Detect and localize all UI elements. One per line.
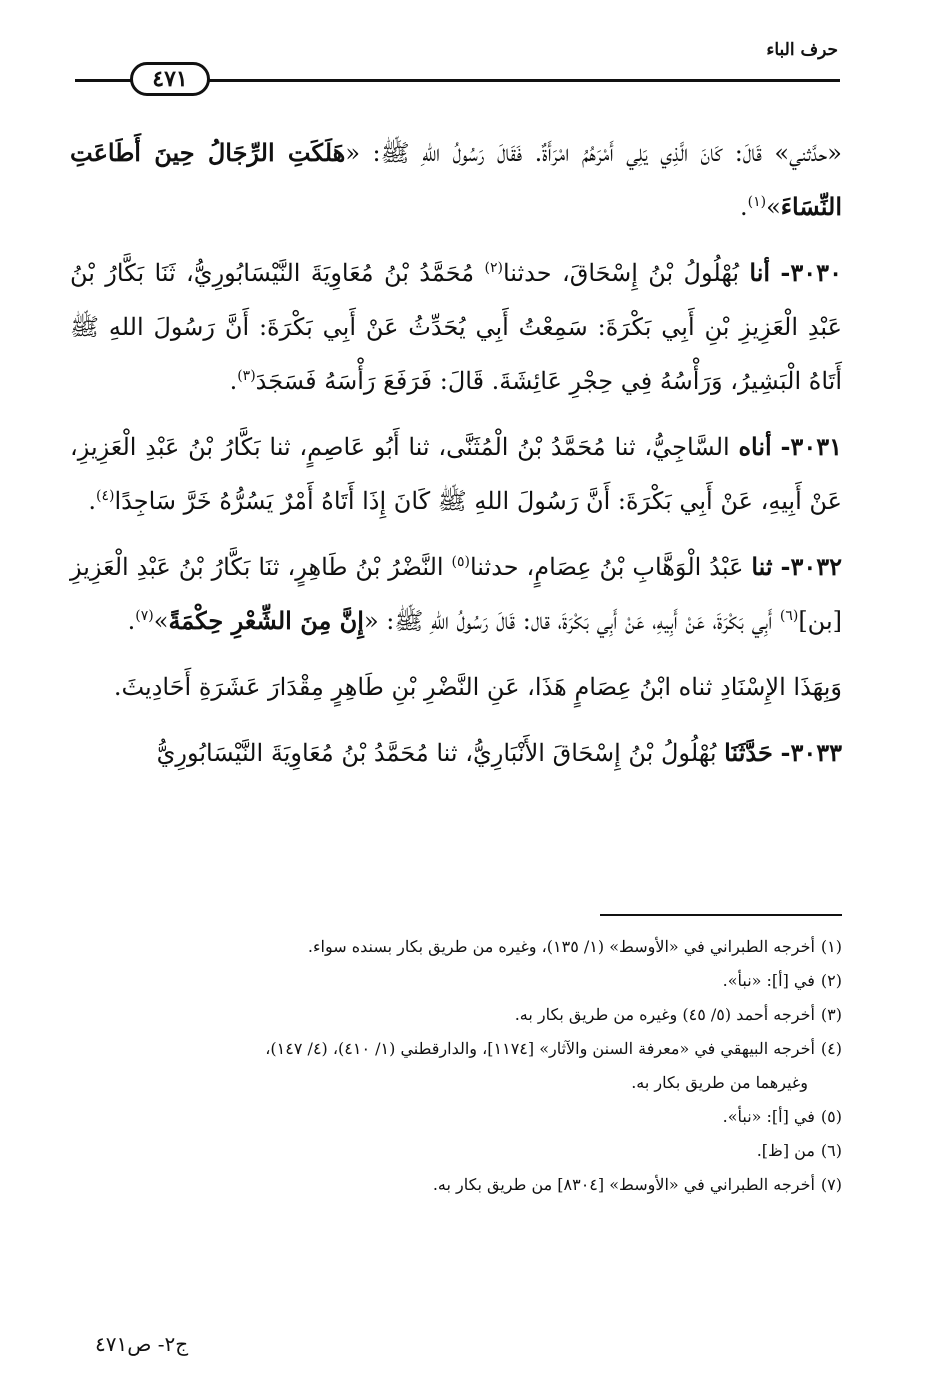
hadith-number: ٣٠٣٢- bbox=[780, 552, 842, 581]
footnote-marker: (٥) bbox=[451, 554, 470, 570]
footnote-number: (٥) bbox=[820, 1107, 842, 1126]
page-number-badge: ٤٧١ bbox=[130, 62, 210, 96]
paragraph-text: عَبْدُ الْوَهَّابِ بْنُ عِصَامٍ، حدثنا bbox=[469, 553, 744, 581]
footnote-text: أخرجه أحمد (٥/ ٤٥) وغيره من طريق بكار به. bbox=[514, 1005, 815, 1024]
footnote-number: (٣) bbox=[820, 1005, 842, 1024]
hadith-3031 bbox=[70, 420, 842, 528]
paragraph-text: وَبِهَذَا الإِسْنَادِ ثناه ابْنُ عِصَامٍ هَذَا، عَنِ النَّضْرِ بْنِ طَاهِرٍ مِقْدَارَ عَشَرَةِ أَحَادِيثَ. bbox=[113, 673, 842, 701]
hadith-number: ٣٠٣٣- bbox=[780, 738, 842, 767]
quote-close: » bbox=[766, 193, 781, 221]
hadith-3033 bbox=[70, 726, 842, 780]
footnote-number: (٢) bbox=[820, 971, 842, 990]
hadith-quote: إِنَّ مِنَ الشِّعْرِ حِكْمَةً bbox=[168, 606, 364, 635]
footnote-text: في [أ]: «نبأ». bbox=[722, 971, 815, 990]
chapter-title: حرف الباء bbox=[766, 40, 838, 60]
footnote-marker: (١) bbox=[747, 194, 767, 210]
narration-keyword: ثنا bbox=[751, 552, 773, 581]
narration-keyword: أنا bbox=[749, 258, 771, 287]
footnote-number: (٧) bbox=[820, 1175, 842, 1194]
hadith-quote: هَلَكَتِ الرِّجَالُ حِينَ أَطَاعَتِ النِّسَاءَ bbox=[70, 138, 842, 221]
paragraph-text-rest: مُحَمَّدُ بْنُ مُعَاوِيَةَ النَّيْسَابُورِيُّ، ثَنَا بَكَّارُ بْنُ عَبْدِ الْعَزِيزِ بْنِ أَبِي بَكْرَةَ: سَمِعْتُ أَبِي يُحَدِّثُ عَنْ أَبِي بَكْرَةَ: أَنَّ رَسُولَ اللهِ ﷺ أَتَاهُ الْبَشِيرُ، وَرَأْسُهُ فِي حِجْرِ عَائِشَةَ. قَالَ: فَرَفَعَ رَأْسَهُ فَسَجَدَ bbox=[70, 259, 842, 395]
quote-close: » bbox=[153, 607, 169, 635]
footnote-text: أخرجه الطبراني في «الأوسط» (١/ ١٣٥)، وغيره من طريق بكار بسنده سواء. bbox=[307, 937, 815, 956]
footnote-number: (٤) bbox=[820, 1039, 842, 1058]
footnotes bbox=[90, 930, 842, 1202]
footnote-marker: (٦) bbox=[779, 608, 799, 624]
paragraph-text-rest: النَّضْرُ بْنُ طَاهِرٍ، ثنَا بَكَّارُ بْنُ عَبْدِ الْعَزِيزِ [بن] bbox=[70, 553, 842, 635]
footnote-marker: (٢) bbox=[484, 260, 503, 276]
paragraph-text: بُهْلُولُ بْنُ إِسْحَاقَ، حدثنا bbox=[502, 259, 740, 287]
footnote-continuation: وغيرهما من طريق بكار به. bbox=[631, 1073, 808, 1092]
paragraph-end: . bbox=[229, 367, 238, 395]
footnote-separator bbox=[600, 914, 842, 916]
paragraph-end: . bbox=[88, 487, 97, 515]
footnote-text: في [أ]: «نبأ». bbox=[722, 1107, 815, 1126]
narration-keyword: أناه bbox=[738, 432, 772, 461]
paragraph-text: السَّاجِيُّ، ثنا مُحَمَّدُ بْنُ الْمُثَنَّى، ثنا أَبُو عَاصِمٍ، ثنا بَكَّارُ بْنُ عَبْدِ الْعَزِيزِ، عَنْ أَبِيهِ، عَنْ أَبِي بَكْرَةَ: أَنَّ رَسُولَ اللهِ ﷺ كَانَ إِذَا أَتَاهُ أَمْرٌ يَسُرُّهُ خَرَّ سَاجِدًا bbox=[70, 433, 842, 515]
footnote bbox=[90, 1100, 842, 1134]
paragraph-text-rest2: أَبِي بَكْرَةَ، عَنْ أَبِيهِ، عَنْ أَبِي بَكْرَةَ، قال: قَالَ رَسُولُ اللهِ ﷺ: « bbox=[363, 607, 773, 635]
footnote-text: أخرجه البيهقي في «معرفة السنن والآثار» [١١٧٤]، والدارقطني (١/ ٤١٠)، (٤/ ١٤٧)، bbox=[265, 1039, 815, 1058]
footnote bbox=[90, 1032, 842, 1100]
footnote bbox=[90, 1168, 842, 1202]
footnote-marker: (٤) bbox=[96, 488, 115, 504]
paragraph-end: . bbox=[127, 607, 136, 635]
main-text bbox=[70, 126, 842, 780]
footnote-number: (٦) bbox=[820, 1141, 842, 1160]
footnote bbox=[90, 998, 842, 1032]
paragraph-continuation bbox=[70, 126, 842, 234]
paragraph-text: بُهْلُولُ بْنُ إِسْحَاقَ الأَنْبَارِيُّ، ثنا مُحَمَّدُ بْنُ مُعَاوِيَةَ النَّيْسَابُورِيُّ bbox=[156, 739, 717, 767]
hadith-3030 bbox=[70, 246, 842, 408]
hadith-number: ٣٠٣٠- bbox=[780, 258, 842, 287]
paragraph-text: «حدَّثني» قَالَ: كَانَ الَّذِي يَلِي أَمْرَهُمُ امْرَأَةٌ. فَقَالَ رَسُولُ اللهِ ﷺ: « bbox=[345, 139, 842, 167]
narration-keyword: حَدَّثَنَا bbox=[724, 738, 773, 767]
footnote-marker: (٣) bbox=[237, 368, 256, 384]
volume-page-reference: ج٢- ص٤٧١ bbox=[95, 1332, 189, 1356]
footnote bbox=[90, 964, 842, 998]
footnote-marker: (٧) bbox=[135, 608, 154, 624]
paragraph-end: . bbox=[739, 193, 748, 221]
footnote-text: من [ظ]. bbox=[756, 1141, 815, 1160]
footnote-text: أخرجه الطبراني في «الأوسط» [٨٣٠٤] من طريق بكار به. bbox=[432, 1175, 815, 1194]
footnote bbox=[90, 930, 842, 964]
hadith-number: ٣٠٣١- bbox=[780, 432, 842, 461]
footnote-number: (١) bbox=[820, 937, 842, 956]
hadith-3032 bbox=[70, 540, 842, 648]
footnote bbox=[90, 1134, 842, 1168]
isnad-note bbox=[70, 660, 842, 714]
